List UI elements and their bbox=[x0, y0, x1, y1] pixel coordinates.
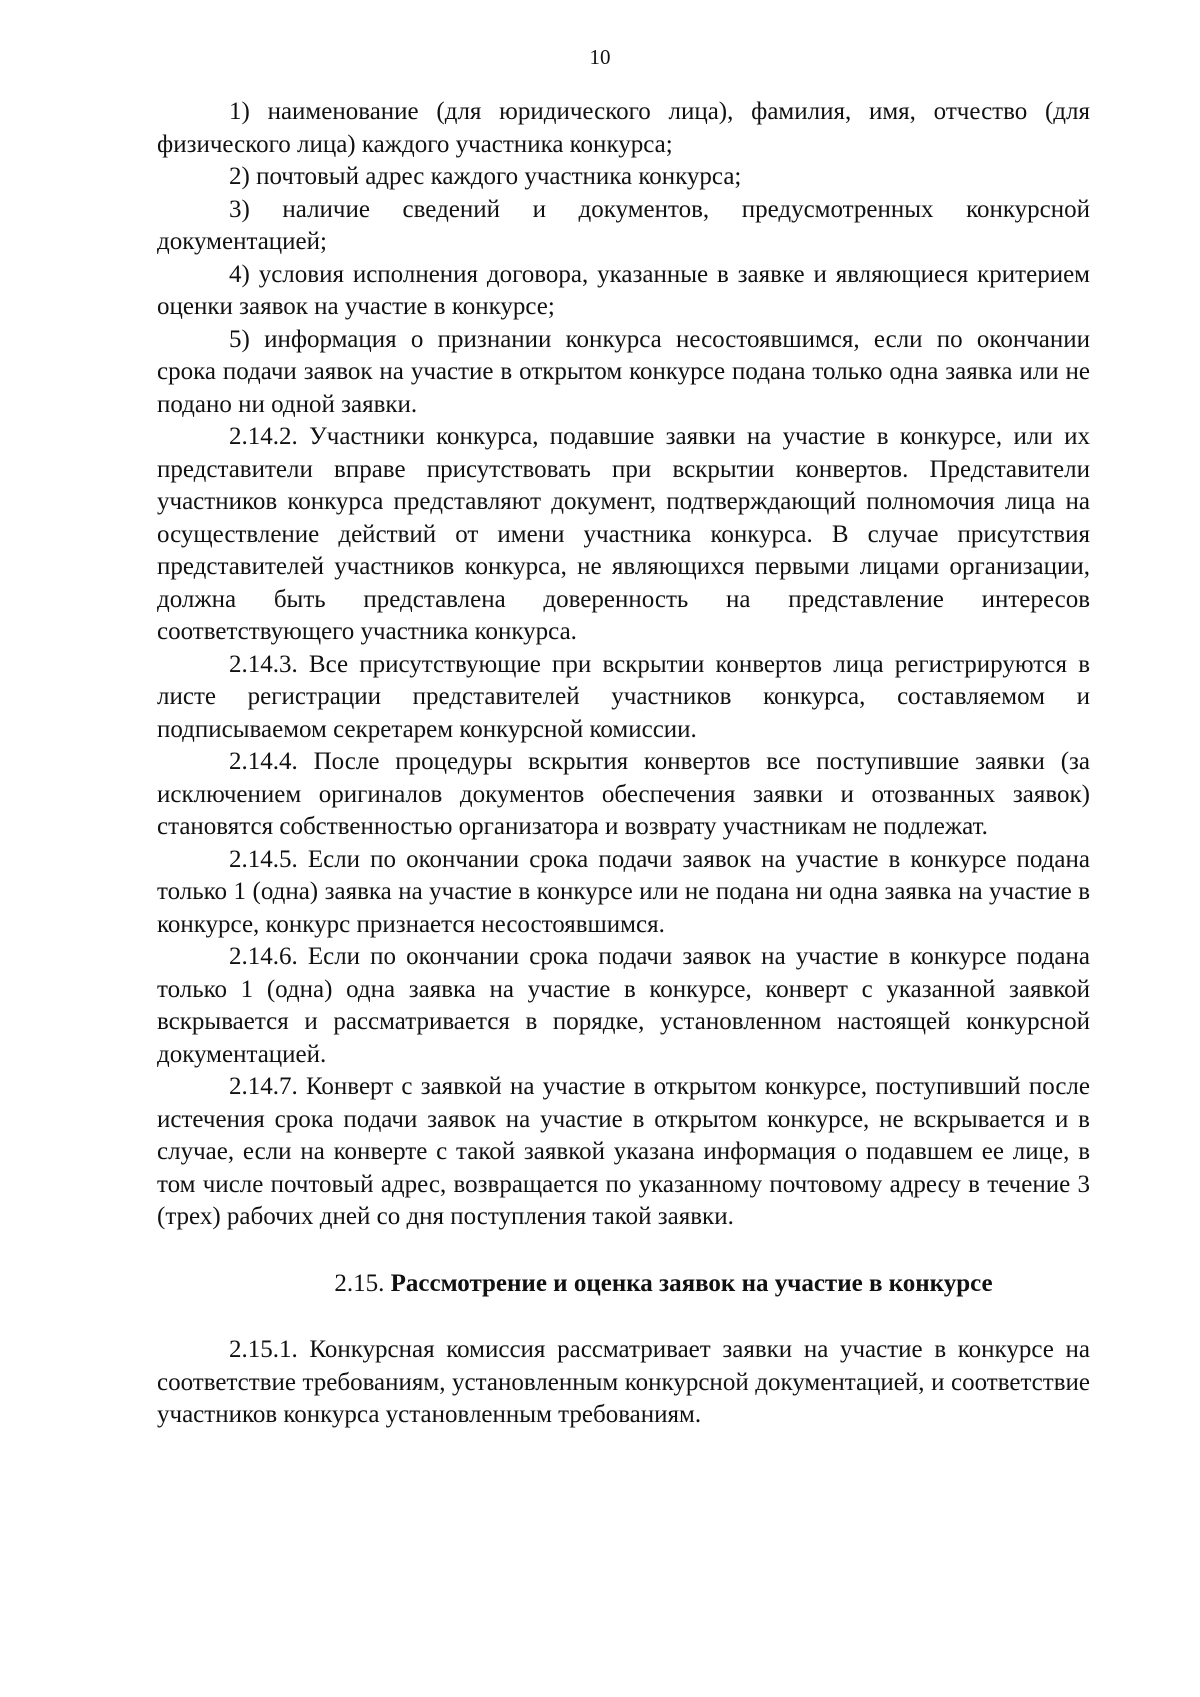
clause-2-15-1: 2.15.1. Конкурсная комиссия рассматривает заявки на участие в конкурсе на соответствие требованиям, установленным конкурсной документацией, и соответствие участников конкурса установленным требованиям. bbox=[157, 1336, 1090, 1428]
list-item-contract-conditions: 4) условия исполнения договора, указанные в заявке и являющиеся критерием оценки заявок на участие в конкурсе; bbox=[157, 260, 1090, 320]
section-number: 2.15. bbox=[334, 1269, 385, 1297]
list-item-name: 1) наименование (для юридического лица), фамилия, имя, отчество (для физического лица) каждого участника конкурса; bbox=[157, 98, 1090, 158]
clause-2-14-5: 2.14.5. Если по окончании срока подачи заявок на участие в конкурсе подана только 1 (одна) заявка на участие в конкурсе или не подана ни одна заявка на участие в конкурсе, конкурс признается несостоявшимся. bbox=[157, 845, 1090, 938]
clause-2-14-3: 2.14.3. Все присутствующие при вскрытии конвертов лица регистрируются в листе регистрации представителей участников конкурса, составляемом и подписываемом секретарем конкурсной комиссии. bbox=[157, 650, 1090, 743]
page-number: 10 bbox=[589, 45, 611, 69]
section-title: Рассмотрение и оценка заявок на участие в конкурсе bbox=[390, 1269, 993, 1297]
clause-2-14-4: 2.14.4. После процедуры вскрытия конвертов все поступившие заявки (за исключением оригиналов документов обеспечения заявки и отозванных заявок) становятся собственностью организатора и возврату участникам не подлежат. bbox=[157, 748, 1090, 840]
document-body bbox=[157, 96, 1090, 1432]
list-item-failed-tender-info: 5) информация о признании конкурса несостоявшимся, если по окончании срока подачи заявок на участие в открытом конкурсе подана только одна заявка или не подано ни одной заявки. bbox=[157, 325, 1090, 418]
list-item-postal-address: 2) почтовый адрес каждого участника конкурса; bbox=[229, 163, 742, 190]
clause-2-14-7: 2.14.7. Конверт с заявкой на участие в открытом конкурсе, поступивший после истечения срока подачи заявок на участие в открытом конкурсе, не вскрывается и в случае, если на конверте с такой заявкой указана информация о подавшем ее лице, в том числе почтовый адрес, возвращается по указанному почтовому адресу в течение 3 (трех) рабочих дней со дня поступления такой заявки. bbox=[157, 1073, 1090, 1230]
list-item-documents: 3) наличие сведений и документов, предусмотренных конкурсной документацией; bbox=[157, 195, 1090, 255]
clause-2-14-6: 2.14.6. Если по окончании срока подачи заявок на участие в конкурсе подана только 1 (одна) одна заявка на участие в конкурсе, конверт с указанной заявкой вскрывается и рассматривается в порядке, установленном настоящей конкурсной документацией. bbox=[157, 943, 1090, 1068]
clause-2-14-2: 2.14.2. Участники конкурса, подавшие заявки на участие в конкурсе, или их представители вправе присутствовать при вскрытии конвертов. Представители участников конкурса представляют документ, подтверждающий полномочия лица на осуществление действий от имени участника конкурса. В случае присутствия представителей участников конкурса, не являющихся первыми лицами организации, должна быть представлена доверенность на представление интересов соответствующего участника конкурса. bbox=[157, 423, 1090, 645]
section-heading-2-15 bbox=[157, 1268, 1090, 1301]
